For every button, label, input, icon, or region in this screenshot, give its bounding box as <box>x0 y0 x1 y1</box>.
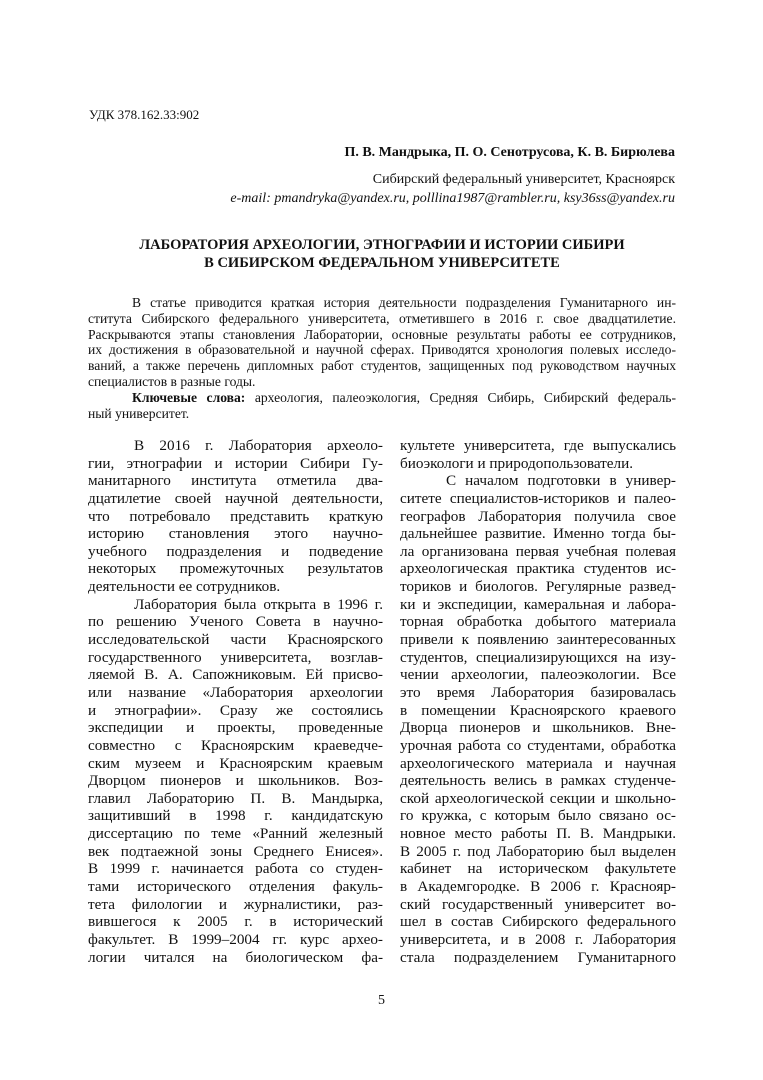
text-line: специалистов в разные годы. <box>88 373 256 389</box>
text-line: деятельности ее сотрудников. <box>88 578 281 596</box>
text-line: это время Лаборатория базировалась <box>400 683 676 701</box>
text-line: ститута Сибирского федерального университета, отметившего в 2016 г. свое двадцатилетие. <box>88 310 676 326</box>
text-line: деятельность велись в рамках студенче- <box>400 772 676 790</box>
text-line: ситете специалистов-историков и палео- <box>400 489 676 507</box>
text-line: историю становления этого научно- <box>88 525 383 543</box>
text-line: шел в состав Сибирского федерального <box>400 913 676 931</box>
text-line: ляемой В. А. Сапожниковым. Ей присво- <box>88 666 383 684</box>
text-line: защитивший в 1998 г. кандидатскую <box>88 807 383 825</box>
text-line: привели к появлению заинтересованных <box>400 631 676 649</box>
text-line: исследовательской части Красноярского <box>88 631 383 649</box>
text-line: ваний, а также перечень дипломных работ студентов, защищенных под руководством научных <box>88 358 676 374</box>
text-line: по решению Ученого Совета в научно- <box>88 613 383 631</box>
text-line: кабинет на историческом факультете <box>400 860 676 878</box>
title-line: ЛАБОРАТОРИЯ АРХЕОЛОГИИ, ЭТНОГРАФИИ И ИСТОРИИ СИБИРИ <box>139 237 625 253</box>
text-line: манитарного института отметила два- <box>88 472 383 490</box>
text-line: ским музеем и Красноярским краевым <box>88 754 383 772</box>
text-line: век подтаежной зоны Среднего Енисея». <box>88 842 383 860</box>
text-line: тами исторического отделения факуль- <box>88 878 383 896</box>
text-line: Дворцом пионеров и школьников. Воз- <box>88 772 383 790</box>
text-line: в Академгородке. В 2006 г. Краснояр- <box>400 878 676 896</box>
text-line: диссертацию по теме «Ранний железный <box>88 825 383 843</box>
text-line: в помещении Красноярского краевого <box>400 701 676 719</box>
text-line: университета, и в 2008 г. Лаборатория <box>400 930 676 948</box>
text-line: ский государственный университет во- <box>400 895 676 913</box>
text-line: гии, этнографии и истории Сибири Гу- <box>88 454 383 472</box>
page-number: 5 <box>378 993 385 1008</box>
text-line: факультет. В 1999–2004 гг. курс археo- <box>88 930 383 948</box>
text-line: что потребовало представить краткую <box>88 507 383 525</box>
text-line: государственного университета, возглав- <box>88 648 383 666</box>
text-line: ской археологической секции и школьно- <box>400 789 676 807</box>
text-line: ный университет. <box>88 405 190 421</box>
text-line: главил Лабораторию П. В. Мандырка, <box>88 789 383 807</box>
keywords-label: Ключевые слова: <box>132 389 246 405</box>
text-line: В 2016 г. Лаборатория археоло- <box>134 437 383 454</box>
text-line: ла организована первая учебная полевая <box>400 542 676 560</box>
article-title <box>87 236 677 272</box>
text-line: го кружка, с которым было связано ос- <box>400 807 676 825</box>
text-line: торная обработка добытого материала <box>400 613 676 631</box>
text-line: культете университета, где выпускались <box>400 437 676 454</box>
text-line: ториков и биологов. Регулярные развед- <box>400 578 676 596</box>
text-line: археологическая практика студентов ис- <box>400 560 676 578</box>
text-line: дальнейшее развитие. Именно тогда бы- <box>400 525 676 543</box>
text-line: дцатилетие своей научной деятельности, <box>88 489 383 507</box>
text-line: урочная работа со студентами, обработка <box>400 736 676 754</box>
right-column <box>400 437 676 966</box>
text-line: В 1999 г. начинается работа со студен- <box>88 860 383 878</box>
text-line: их достижения в образовательной и научной сферах. Приводятся хронология полевых исследо- <box>88 342 676 358</box>
affiliation: Сибирский федеральный университет, Красноярск <box>372 172 675 187</box>
udc-code: УДК 378.162.33:902 <box>89 107 200 122</box>
keywords-text: археология, палеоэкология, Средняя Сибирь, Сибирский федераль- <box>245 389 676 405</box>
text-line: совместно с Красноярским краеведче- <box>88 736 383 754</box>
text-line: С началом подготовки в универ- <box>446 472 676 490</box>
text-line: вившегося к 2005 г. в исторический <box>88 913 383 931</box>
text-line: географов Лаборатория получила свое <box>400 507 676 525</box>
text-line: студентов, специализирующихся на изу- <box>400 648 676 666</box>
text-line: некоторых промежуточных результатов <box>88 560 383 578</box>
keywords-line <box>88 390 676 406</box>
text-line: логии читался на биологическом фа- <box>88 948 383 966</box>
authors: П. В. Мандрыка, П. О. Сенотрусова, К. В. Бирюлева <box>344 145 675 160</box>
left-column <box>88 437 383 966</box>
text-line: стала подразделением Гуманитарного <box>400 948 676 966</box>
text-line: В статье приводится краткая история деятельности подразделения Гуманитарного ин- <box>132 295 676 310</box>
text-line: Лаборатория была открыта в 1996 г. <box>134 595 383 613</box>
email-line: e-mail: pmandryka@yandex.ru, polllina1987@rambler.ru, ksy36ss@yandex.ru <box>230 191 675 206</box>
text-line: учебного подразделения и подведение <box>88 542 383 560</box>
text-line: экспедиции и проекты, проведенные <box>88 719 383 737</box>
text-line: новное место работы П. В. Мандрыки. <box>400 825 676 843</box>
text-line: чении археологии, палеоэкологии. Все <box>400 666 676 684</box>
abstract <box>88 295 676 421</box>
text-line: В 2005 г. под Лабораторию был выделен <box>400 842 676 860</box>
text-line: или название «Лаборатория археологии <box>88 683 383 701</box>
text-line: биоэкологи и природопользователи. <box>400 454 634 472</box>
text-line: Раскрываются этапы становления Лаборатории, основные результаты работы ее сотрудников, <box>88 326 676 342</box>
text-line: ки и экспедиции, камеральная и лабора- <box>400 595 676 613</box>
affiliation-block <box>230 170 675 208</box>
text-line: и этнографии». Сразу же состоялись <box>88 701 383 719</box>
text-line: тета филологии и журналистики, раз- <box>88 895 383 913</box>
text-line: археологического материала и научная <box>400 754 676 772</box>
title-line: В СИБИРСКОМ ФЕДЕРАЛЬНОМ УНИВЕРСИТЕТЕ <box>204 255 560 271</box>
text-line: Дворца пионеров и школьников. Вне- <box>400 719 676 737</box>
